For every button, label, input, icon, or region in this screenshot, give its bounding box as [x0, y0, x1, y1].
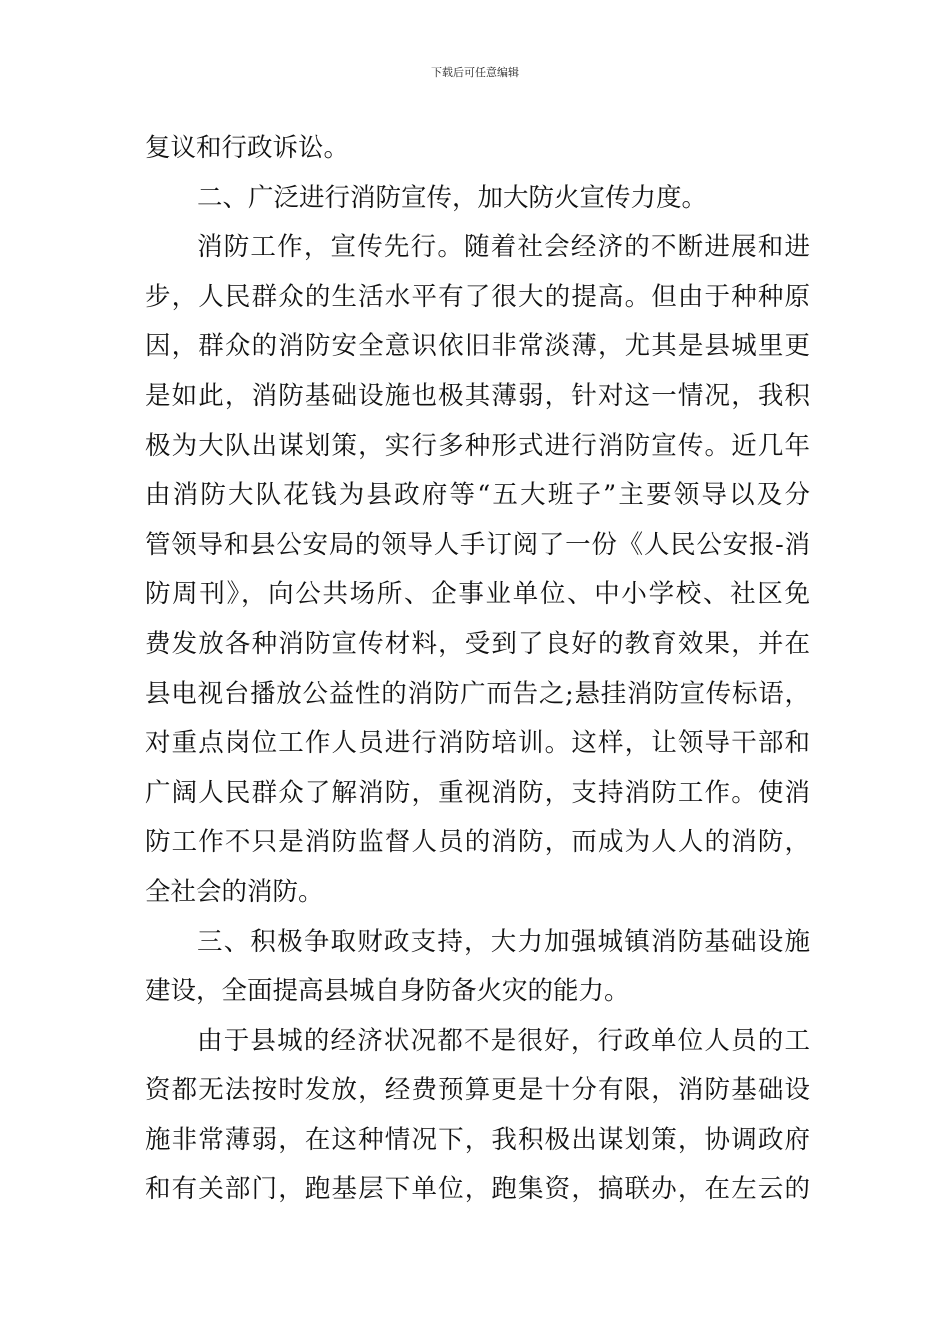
- text-line: 广阔人民群众了解消防，重视消防，支持消防工作。使消: [145, 777, 810, 808]
- text-line: 防周刊》，向公共场所、企事业单位、中小学校、社区免: [145, 579, 810, 610]
- text-line: 对重点岗位工作人员进行消防培训。这样，让领导干部和: [145, 728, 810, 759]
- text-line: 全社会的消防。: [145, 876, 324, 907]
- section-heading: 建设，全面提高县城自身防备火灾的能力。: [145, 976, 630, 1007]
- text-line: 和有关部门，跑基层下单位，跑集资，搞联办，在左云的: [145, 1174, 810, 1205]
- text-line: 县电视台播放公益性的消防广而告之;悬挂消防宣传标语，: [145, 678, 810, 709]
- text-line: 防工作不只是消防监督人员的消防，而成为人人的消防，: [145, 827, 810, 858]
- text-line: 资都无法按时发放，经费预算更是十分有限，消防基础设: [145, 1075, 810, 1106]
- text-line: 消防工作，宣传先行。随着社会经济的不断进展和进: [197, 232, 810, 263]
- text-line: 极为大队出谋划策，实行多种形式进行消防宣传。近几年: [145, 430, 810, 461]
- page-header: 下载后可任意编辑: [431, 66, 519, 79]
- text-line: 因，群众的消防安全意识依旧非常淡薄，尤其是县城里更: [145, 331, 810, 362]
- text-line: 费发放各种消防宣传材料，受到了良好的教育效果，并在: [145, 628, 810, 659]
- section-heading: 二、广泛进行消防宣传，加大防火宣传力度。: [197, 182, 708, 213]
- text-line: 由于县城的经济状况都不是很好，行政单位人员的工: [197, 1025, 810, 1056]
- text-line: 管领导和县公安局的领导人手订阅了一份《人民公安报-消: [145, 529, 810, 560]
- text-line: 施非常薄弱，在这种情况下，我积极出谋划策，协调政府: [145, 1124, 810, 1155]
- text-line: 由消防大队花钱为县政府等“五大班子”主要领导以及分: [145, 480, 810, 511]
- text-line: 是如此，消防基础设施也极其薄弱，针对这一情况，我积: [145, 380, 810, 411]
- text-line: 复议和行政诉讼。: [145, 133, 350, 163]
- document-body: [145, 124, 810, 1215]
- text-line: 步，人民群众的生活水平有了很大的提高。但由于种种原: [145, 281, 810, 312]
- section-heading: 三、积极争取财政支持，大力加强城镇消防基础设施: [197, 926, 810, 957]
